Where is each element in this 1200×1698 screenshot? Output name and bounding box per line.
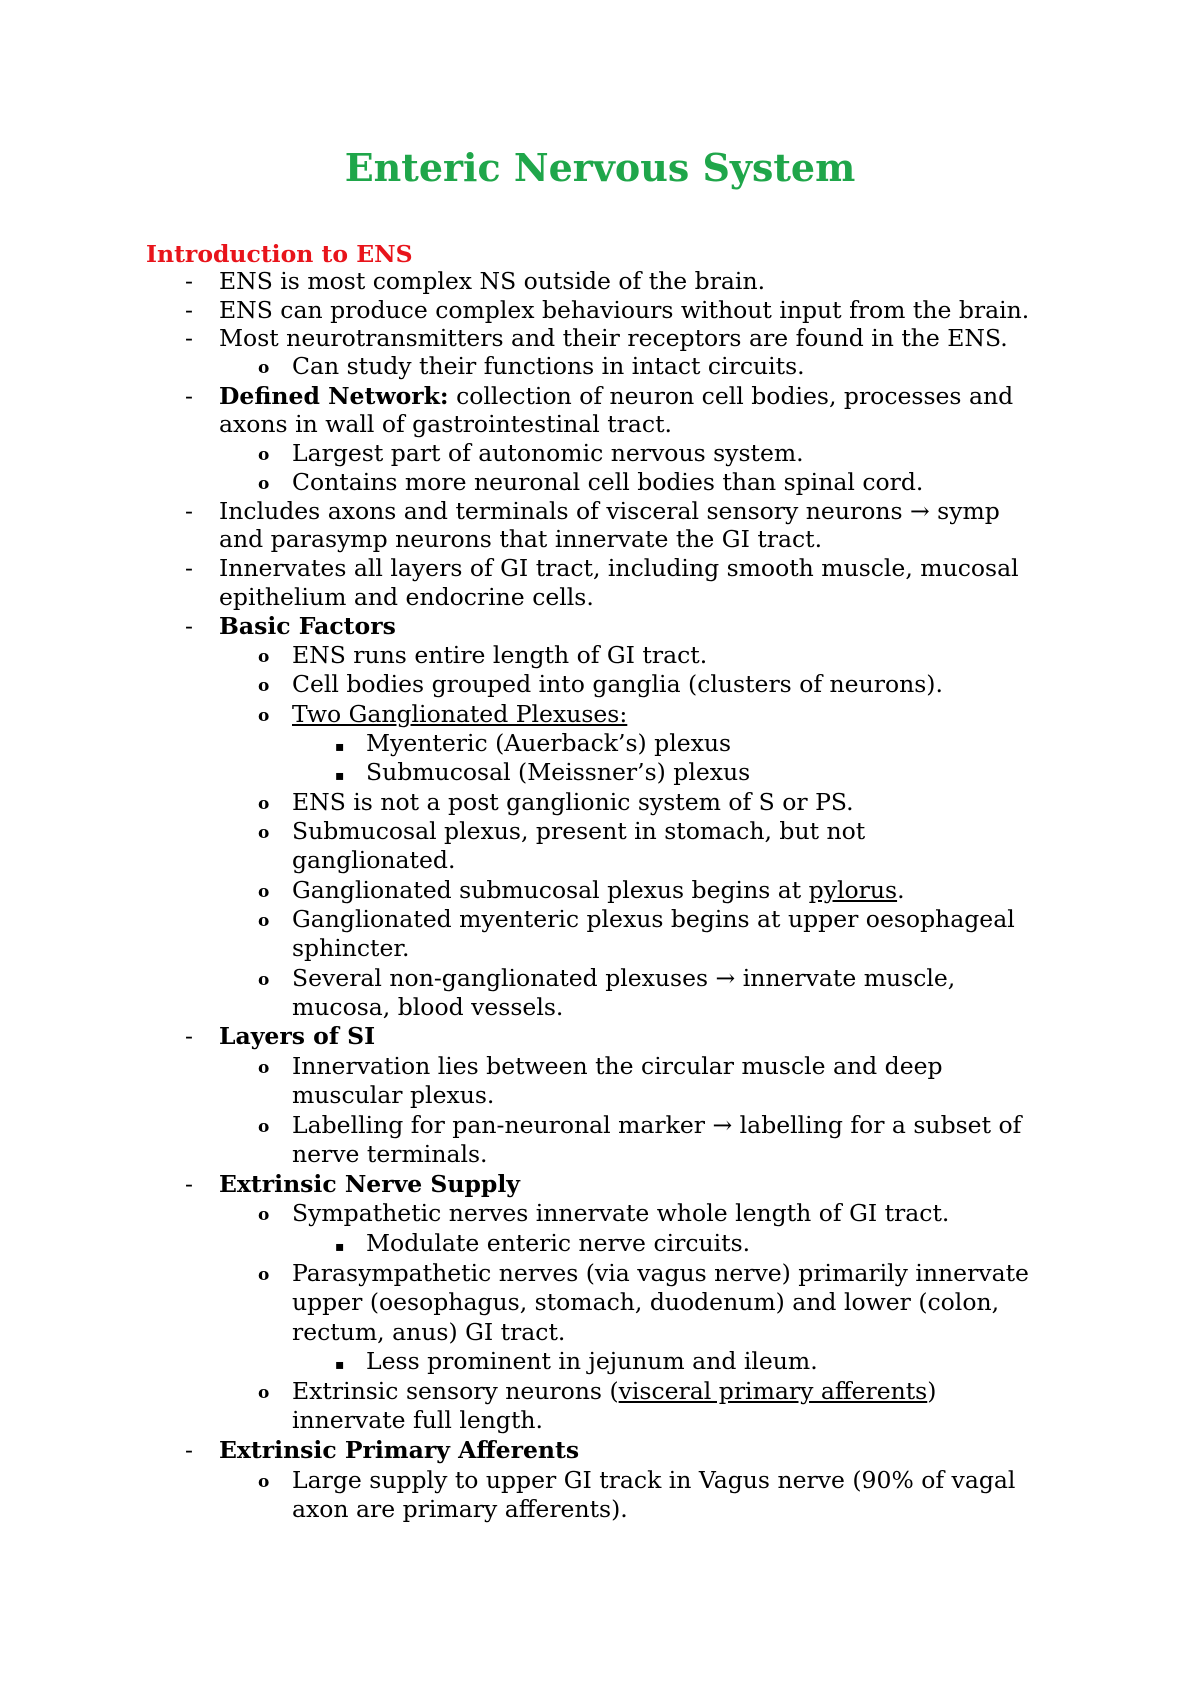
list-item-text [292, 1052, 943, 1081]
list-item-text [292, 1259, 1029, 1288]
circle-bullet-icon: o [258, 647, 270, 667]
line-text: Contains more neuronal cell bodies than spinal cord. [292, 468, 924, 496]
list-item-text [219, 382, 1013, 411]
underlined-term: visceral primary afferents [618, 1377, 928, 1405]
list-item-text [292, 1495, 628, 1524]
line-text: Submucosal plexus, present in stomach, but not [292, 817, 866, 845]
line-text: ENS is most complex NS outside of the brain. [219, 267, 766, 295]
circle-bullet-icon: o [258, 1117, 270, 1137]
list-subheading [219, 1170, 520, 1199]
list-item-text [219, 554, 1019, 583]
bold-term: Layers of SI [219, 1022, 376, 1050]
list-item-text [292, 1377, 936, 1406]
line-text: nerve terminals. [292, 1140, 488, 1168]
line-text: collection of neuron cell bodies, processes and [448, 382, 1014, 410]
line-text: ENS runs entire length of GI tract. [292, 641, 708, 669]
line-text: Parasympathetic nerves (via vagus nerve) primarily innervate [292, 1259, 1029, 1287]
line-text: Sympathetic nerves innervate whole length of GI tract. [292, 1199, 950, 1227]
list-subheading [219, 1022, 375, 1051]
dash-bullet-icon: - [185, 1022, 193, 1050]
circle-bullet-icon: o [258, 474, 270, 494]
list-item-text [292, 817, 865, 846]
list-item-text [366, 729, 731, 758]
dash-bullet-icon: - [185, 296, 193, 324]
square-bullet-icon: ▪ [335, 1357, 345, 1373]
list-item-text [366, 758, 750, 787]
circle-bullet-icon: o [258, 358, 270, 378]
dash-bullet-icon: - [185, 497, 193, 525]
list-item-text [292, 439, 804, 468]
line-text: Includes axons and terminals of visceral sensory neurons → symp [219, 497, 1000, 525]
list-item-text [219, 324, 1008, 353]
circle-bullet-icon: o [258, 706, 270, 726]
document-title: Enteric Nervous System [344, 145, 856, 190]
line-text: muscular plexus. [292, 1081, 495, 1109]
list-item-text [292, 1140, 488, 1169]
line-text: Ganglionated myenteric plexus begins at upper oesophageal [292, 905, 1015, 933]
line-text: Innervation lies between the circular muscle and deep [292, 1052, 943, 1080]
circle-bullet-icon: o [258, 1205, 270, 1225]
line-text: Innervates all layers of GI tract, including smooth muscle, mucosal [219, 554, 1019, 582]
line-text: Large supply to upper GI track in Vagus nerve (90% of vagal [292, 1466, 1016, 1494]
list-item-text [292, 993, 563, 1022]
circle-bullet-icon: o [258, 1383, 270, 1403]
underlined-term: pylorus [808, 876, 898, 904]
list-item-text [219, 497, 1000, 526]
circle-bullet-icon: o [258, 1265, 270, 1285]
circle-bullet-icon: o [258, 1058, 270, 1078]
circle-bullet-icon: o [258, 794, 270, 814]
bold-term: Extrinsic Primary Afferents [219, 1436, 580, 1464]
line-text: Extrinsic sensory neurons ( [292, 1377, 619, 1405]
list-item-text [292, 700, 627, 729]
list-item-text [219, 296, 1029, 325]
line-text: ENS is not a post ganglionic system of S or PS. [292, 788, 854, 816]
square-bullet-icon: ▪ [335, 1239, 345, 1255]
list-item-text [292, 1288, 999, 1317]
circle-bullet-icon: o [258, 882, 270, 902]
line-text: mucosa, blood vessels. [292, 993, 564, 1021]
line-text: sphincter. [292, 934, 410, 962]
line-text: epithelium and endocrine cells. [219, 583, 594, 611]
section-heading-introduction: Introduction to ENS [146, 240, 413, 268]
line-text: axon are primary afferents). [292, 1495, 628, 1523]
line-text: Most neurotransmitters and their receptors are found in the ENS. [219, 324, 1008, 352]
list-item-text [219, 583, 594, 612]
line-text: upper (oesophagus, stomach, duodenum) and lower (colon, [292, 1288, 1000, 1316]
list-item-text [292, 670, 943, 699]
line-text: Cell bodies grouped into ganglia (clusters of neurons). [292, 670, 943, 698]
circle-bullet-icon: o [258, 676, 270, 696]
list-item-text [292, 641, 707, 670]
square-bullet-icon: ▪ [335, 768, 345, 784]
line-text: Modulate enteric nerve circuits. [366, 1229, 751, 1257]
circle-bullet-icon: o [258, 1472, 270, 1492]
circle-bullet-icon: o [258, 823, 270, 843]
list-item-text [219, 410, 672, 439]
list-item-text [219, 267, 765, 296]
list-item-text [219, 525, 822, 554]
list-item-text [292, 934, 410, 963]
list-subheading [219, 1436, 579, 1465]
list-item-text [292, 1406, 543, 1435]
circle-bullet-icon: o [258, 445, 270, 465]
bold-term: Basic Factors [219, 612, 396, 640]
list-item-text [292, 1081, 494, 1110]
dash-bullet-icon: - [185, 324, 193, 352]
line-text: Submucosal (Meissner’s) plexus [366, 758, 751, 786]
underlined-term: Two Ganglionated Plexuses: [292, 700, 628, 728]
list-item-text [292, 846, 455, 875]
list-item-text [292, 1111, 1021, 1140]
circle-bullet-icon: o [258, 970, 270, 990]
line-text: axons in wall of gastrointestinal tract. [219, 410, 672, 438]
line-text: Several non-ganglionated plexuses → innervate muscle, [292, 964, 956, 992]
list-item-text [292, 788, 854, 817]
line-text: Less prominent in jejunum and ileum. [366, 1347, 818, 1375]
list-item-text [292, 905, 1015, 934]
list-item-text [292, 468, 923, 497]
line-text: and parasymp neurons that innervate the GI tract. [219, 525, 823, 553]
bold-term: Defined Network: [219, 382, 449, 410]
list-item-text [292, 1466, 1015, 1495]
dash-bullet-icon: - [185, 1436, 193, 1464]
dash-bullet-icon: - [185, 1170, 193, 1198]
line-text-tail: ) [927, 1377, 937, 1405]
circle-bullet-icon: o [258, 911, 270, 931]
line-text: Can study their functions in intact circuits. [292, 352, 805, 380]
bold-term: Extrinsic Nerve Supply [219, 1170, 520, 1198]
list-item-text [292, 876, 905, 905]
line-text: Largest part of autonomic nervous system. [292, 439, 804, 467]
list-subheading [219, 612, 396, 641]
line-text: Myenteric (Auerback’s) plexus [366, 729, 732, 757]
line-text: rectum, anus) GI tract. [292, 1318, 566, 1346]
list-item-text [292, 352, 805, 381]
list-item-text [292, 1318, 565, 1347]
line-text-tail: . [897, 876, 905, 904]
dash-bullet-icon: - [185, 267, 193, 295]
list-item-text [292, 1199, 949, 1228]
list-item-text [366, 1347, 818, 1376]
list-item-text [366, 1229, 750, 1258]
dash-bullet-icon: - [185, 554, 193, 582]
list-item-text [292, 964, 955, 993]
line-text: Labelling for pan-neuronal marker → labelling for a subset of [292, 1111, 1022, 1139]
line-text: ganglionated. [292, 846, 456, 874]
line-text: innervate full length. [292, 1406, 544, 1434]
dash-bullet-icon: - [185, 382, 193, 410]
line-text: Ganglionated submucosal plexus begins at [292, 876, 809, 904]
line-text: ENS can produce complex behaviours without input from the brain. [219, 296, 1030, 324]
dash-bullet-icon: - [185, 612, 193, 640]
square-bullet-icon: ▪ [335, 739, 345, 755]
